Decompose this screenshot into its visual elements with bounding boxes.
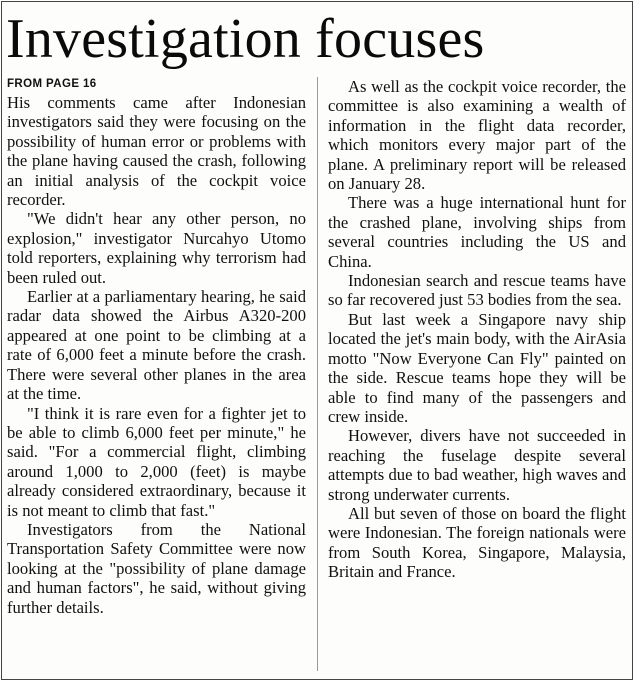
paragraph: Investigators from the National Transportation Safety Committee were now looking at the "possibility of plane damage and human factors", he said, without giving further details. [7,519,306,617]
paragraph: All but seven of those on board the flight were Indonesian. The foreign nationals were from South Korea, Singapore, Malaysia, Britain and France. [328,503,626,582]
column-divider [317,77,318,671]
paragraph: Earlier at a parliamentary hearing, he said radar data showed the Airbus A320-200 appeared at one point to be climbing at a rate of 6,000 feet a minute before the crash. There were several other planes in the area at the time. [7,287,306,404]
from-page-label: FROM PAGE 16 [7,78,97,90]
paragraph: As well as the cockpit voice recorder, the committee is also examining a wealth of information in the flight data recorder, which monitors every major part of the plane. A preliminary report will be released on January 28. [328,77,626,194]
paragraph: His comments came after Indonesian investigators said they were focusing on the possibility of human error or problems with the plane having caused the crash, following an initial analysis of the cockpit voice recorder. [7,93,306,210]
paragraph: "We didn't hear any other person, no explosion," investigator Nurcahyo Utomo told reporters, explaining why terrorism had been ruled out. [7,209,306,287]
right-column [328,77,626,673]
headline: Investigation focuses [6,8,485,70]
paragraph: But last week a Singapore navy ship located the jet's main body, with the AirAsia motto "Now Everyone Can Fly" painted on the side. Rescue teams hope they will be able to find many of the passengers and crew inside. [328,309,626,426]
paragraph: There was a huge international hunt for the crashed plane, involving ships from several countries including the US and China. [328,193,626,271]
paragraph: However, divers have not succeeded in reaching the fuselage despite several attempts due to bad weather, high waves and strong underwater currents. [328,426,626,504]
article-frame [1,1,633,680]
left-column [7,77,306,673]
paragraph: Indonesian search and rescue teams have so far recovered just 53 bodies from the sea. [328,271,626,310]
paragraph: "I think it is rare even for a fighter jet to be able to climb 6,000 feet per minute," he said. "For a commercial flight, climbing around 1,000 to 2,000 (feet) is maybe already considered extraordinary, because it is not meant to climb that fast." [7,403,306,520]
